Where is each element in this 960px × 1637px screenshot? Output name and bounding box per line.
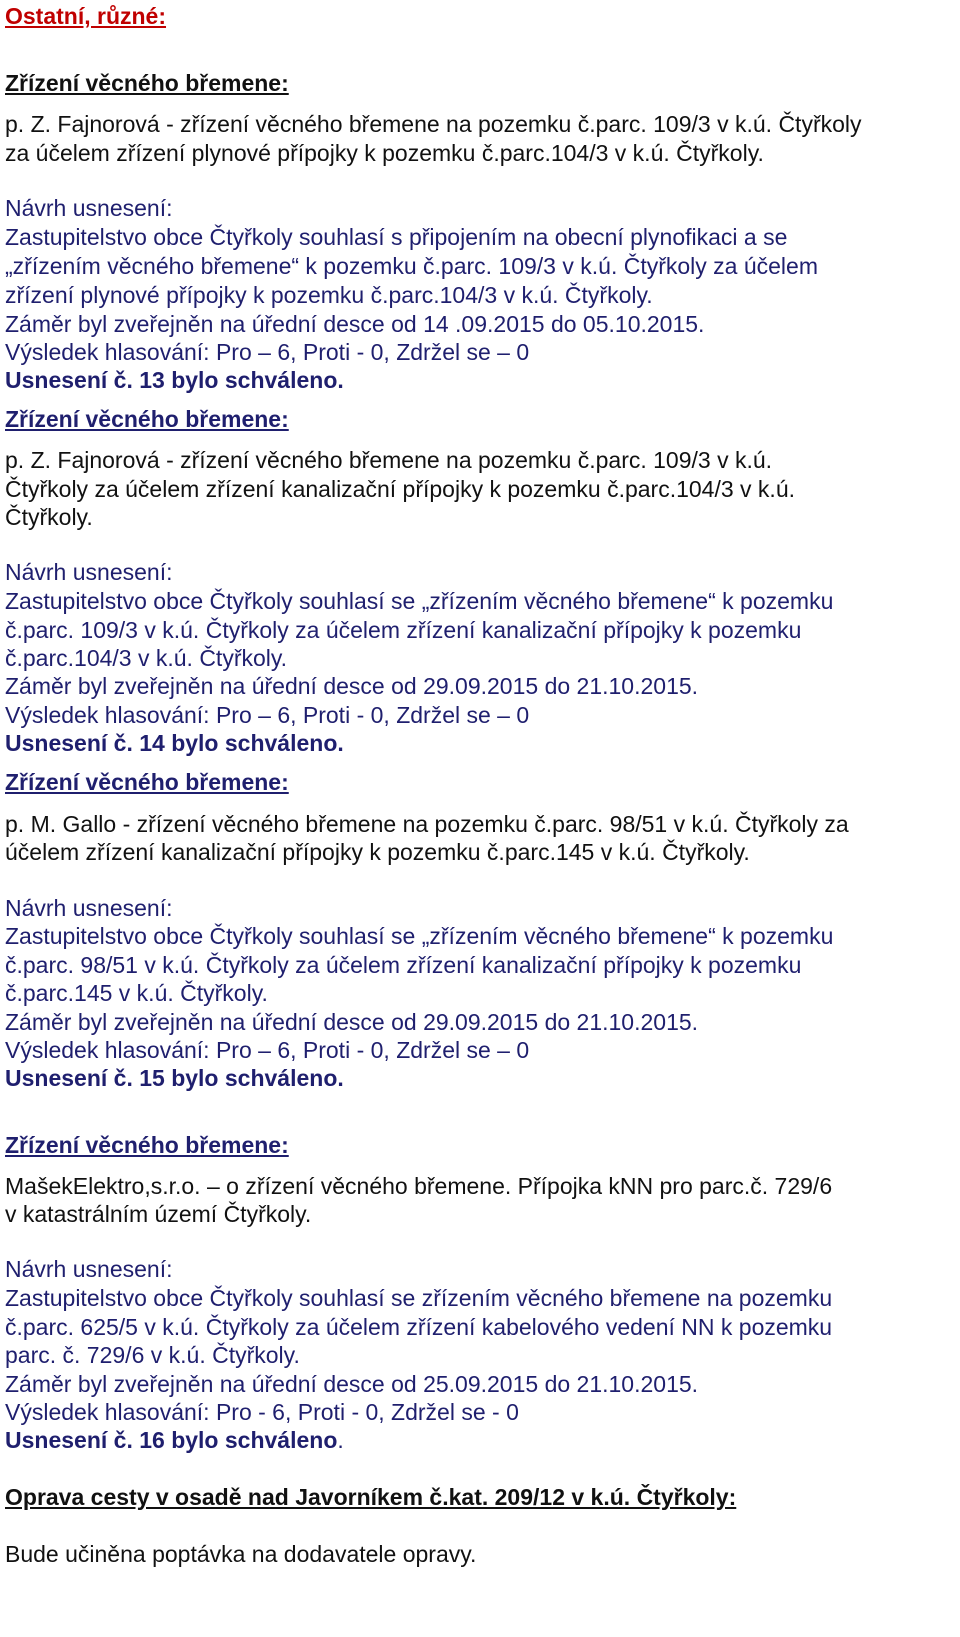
section-heading: Zřízení věcného břemene: xyxy=(5,406,289,432)
page-title: Ostatní, různé: xyxy=(5,3,167,29)
section-heading: Zřízení věcného břemene: xyxy=(5,70,289,96)
proposal-line: Zastupitelstvo obce Čtyřkoly souhlasí se „zřízením věcného břemene“ k pozemku xyxy=(5,588,834,614)
proposal-line: č.parc. 109/3 v k.ú. Čtyřkoly za účelem zřízení kanalizační přípojky k pozemku xyxy=(5,617,802,643)
resolution-status xyxy=(5,1426,344,1454)
request-line: Čtyřkoly. xyxy=(5,504,93,530)
publication-text: Záměr byl zveřejněn na úřední desce od 29.09.2015 do 21.10.2015. xyxy=(5,673,699,699)
request-line: Čtyřkoly za účelem zřízení kanalizační přípojky k pozemku č.parc.104/3 v k.ú. xyxy=(5,476,795,502)
proposal-line: č.parc. 625/5 v k.ú. Čtyřkoly za účelem zřízení kabelového vedení NN k pozemku xyxy=(5,1314,833,1340)
proposal-line: č.parc.104/3 v k.ú. Čtyřkoly. xyxy=(5,645,288,671)
proposal-line: parc. č. 729/6 v k.ú. Čtyřkoly. xyxy=(5,1342,300,1368)
request-line: v katastrálním území Čtyřkoly. xyxy=(5,1201,312,1227)
resolution-period: . xyxy=(337,1427,344,1453)
request-line: za účelem zřízení plynové přípojky k pozemku č.parc.104/3 v k.ú. Čtyřkoly. xyxy=(5,140,764,166)
publication-text: Záměr byl zveřejněn na úřední desce od 29.09.2015 do 21.10.2015. xyxy=(5,1009,699,1035)
vote-result: Výsledek hlasování: Pro – 6, Proti - 0, Zdržel se – 0 xyxy=(5,1037,530,1063)
proposal-line: „zřízením věcného břemene“ k pozemku č.parc. 109/3 v k.ú. Čtyřkoly za účelem xyxy=(5,253,818,279)
proposal-line: Zastupitelstvo obce Čtyřkoly souhlasí se zřízením věcného břemene na pozemku xyxy=(5,1285,833,1311)
vote-result: Výsledek hlasování: Pro – 6, Proti - 0, Zdržel se – 0 xyxy=(5,702,530,728)
vote-result: Výsledek hlasování: Pro - 6, Proti - 0, Zdržel se - 0 xyxy=(5,1399,519,1425)
proposal-label: Návrh usnesení: xyxy=(5,895,173,921)
vote-result: Výsledek hlasování: Pro – 6, Proti - 0, Zdržel se – 0 xyxy=(5,339,530,365)
publication-text: Záměr byl zveřejněn na úřední desce od 14 .09.2015 do 05.10.2015. xyxy=(5,311,705,337)
request-line: MašekElektro,s.r.o. – o zřízení věcného břemene. Přípojka kNN pro parc.č. 729/6 xyxy=(5,1173,833,1199)
road-repair-heading: Oprava cesty v osadě nad Javorníkem č.kat. 209/12 v k.ú. Čtyřkoly: xyxy=(5,1484,737,1510)
resolution-status: Usnesení č. 14 bylo schváleno. xyxy=(5,730,344,756)
proposal-label: Návrh usnesení: xyxy=(5,559,173,585)
proposal-line: zřízení plynové přípojky k pozemku č.parc.104/3 v k.ú. Čtyřkoly. xyxy=(5,282,653,308)
resolution-status: Usnesení č. 15 bylo schváleno. xyxy=(5,1065,344,1091)
section-heading: Zřízení věcného břemene: xyxy=(5,769,289,795)
proposal-line: Zastupitelstvo obce Čtyřkoly souhlasí se „zřízením věcného břemene“ k pozemku xyxy=(5,923,834,949)
section-heading: Zřízení věcného břemene: xyxy=(5,1132,289,1158)
proposal-label: Návrh usnesení: xyxy=(5,1256,173,1282)
resolution-text: Usnesení č. 16 bylo schváleno xyxy=(5,1427,338,1453)
request-line: p. Z. Fajnorová - zřízení věcného břemene na pozemku č.parc. 109/3 v k.ú. xyxy=(5,447,773,473)
request-line: účelem zřízení kanalizační přípojky k pozemku č.parc.145 v k.ú. Čtyřkoly. xyxy=(5,839,750,865)
proposal-line: Zastupitelstvo obce Čtyřkoly souhlasí s připojením na obecní plynofikaci a se xyxy=(5,224,788,250)
proposal-line: č.parc.145 v k.ú. Čtyřkoly. xyxy=(5,980,268,1006)
resolution-status: Usnesení č. 13 bylo schváleno. xyxy=(5,367,344,393)
request-line: p. Z. Fajnorová - zřízení věcného břemene na pozemku č.parc. 109/3 v k.ú. Čtyřkoly xyxy=(5,111,862,137)
proposal-label: Návrh usnesení: xyxy=(5,195,173,221)
proposal-line: č.parc. 98/51 v k.ú. Čtyřkoly za účelem zřízení kanalizační přípojky k pozemku xyxy=(5,952,802,978)
publication-text: Záměr byl zveřejněn na úřední desce od 25.09.2015 do 21.10.2015. xyxy=(5,1371,699,1397)
request-line: p. M. Gallo - zřízení věcného břemene na pozemku č.parc. 98/51 v k.ú. Čtyřkoly za xyxy=(5,811,849,837)
road-repair-text: Bude učiněna poptávka na dodavatele opravy. xyxy=(5,1541,477,1567)
